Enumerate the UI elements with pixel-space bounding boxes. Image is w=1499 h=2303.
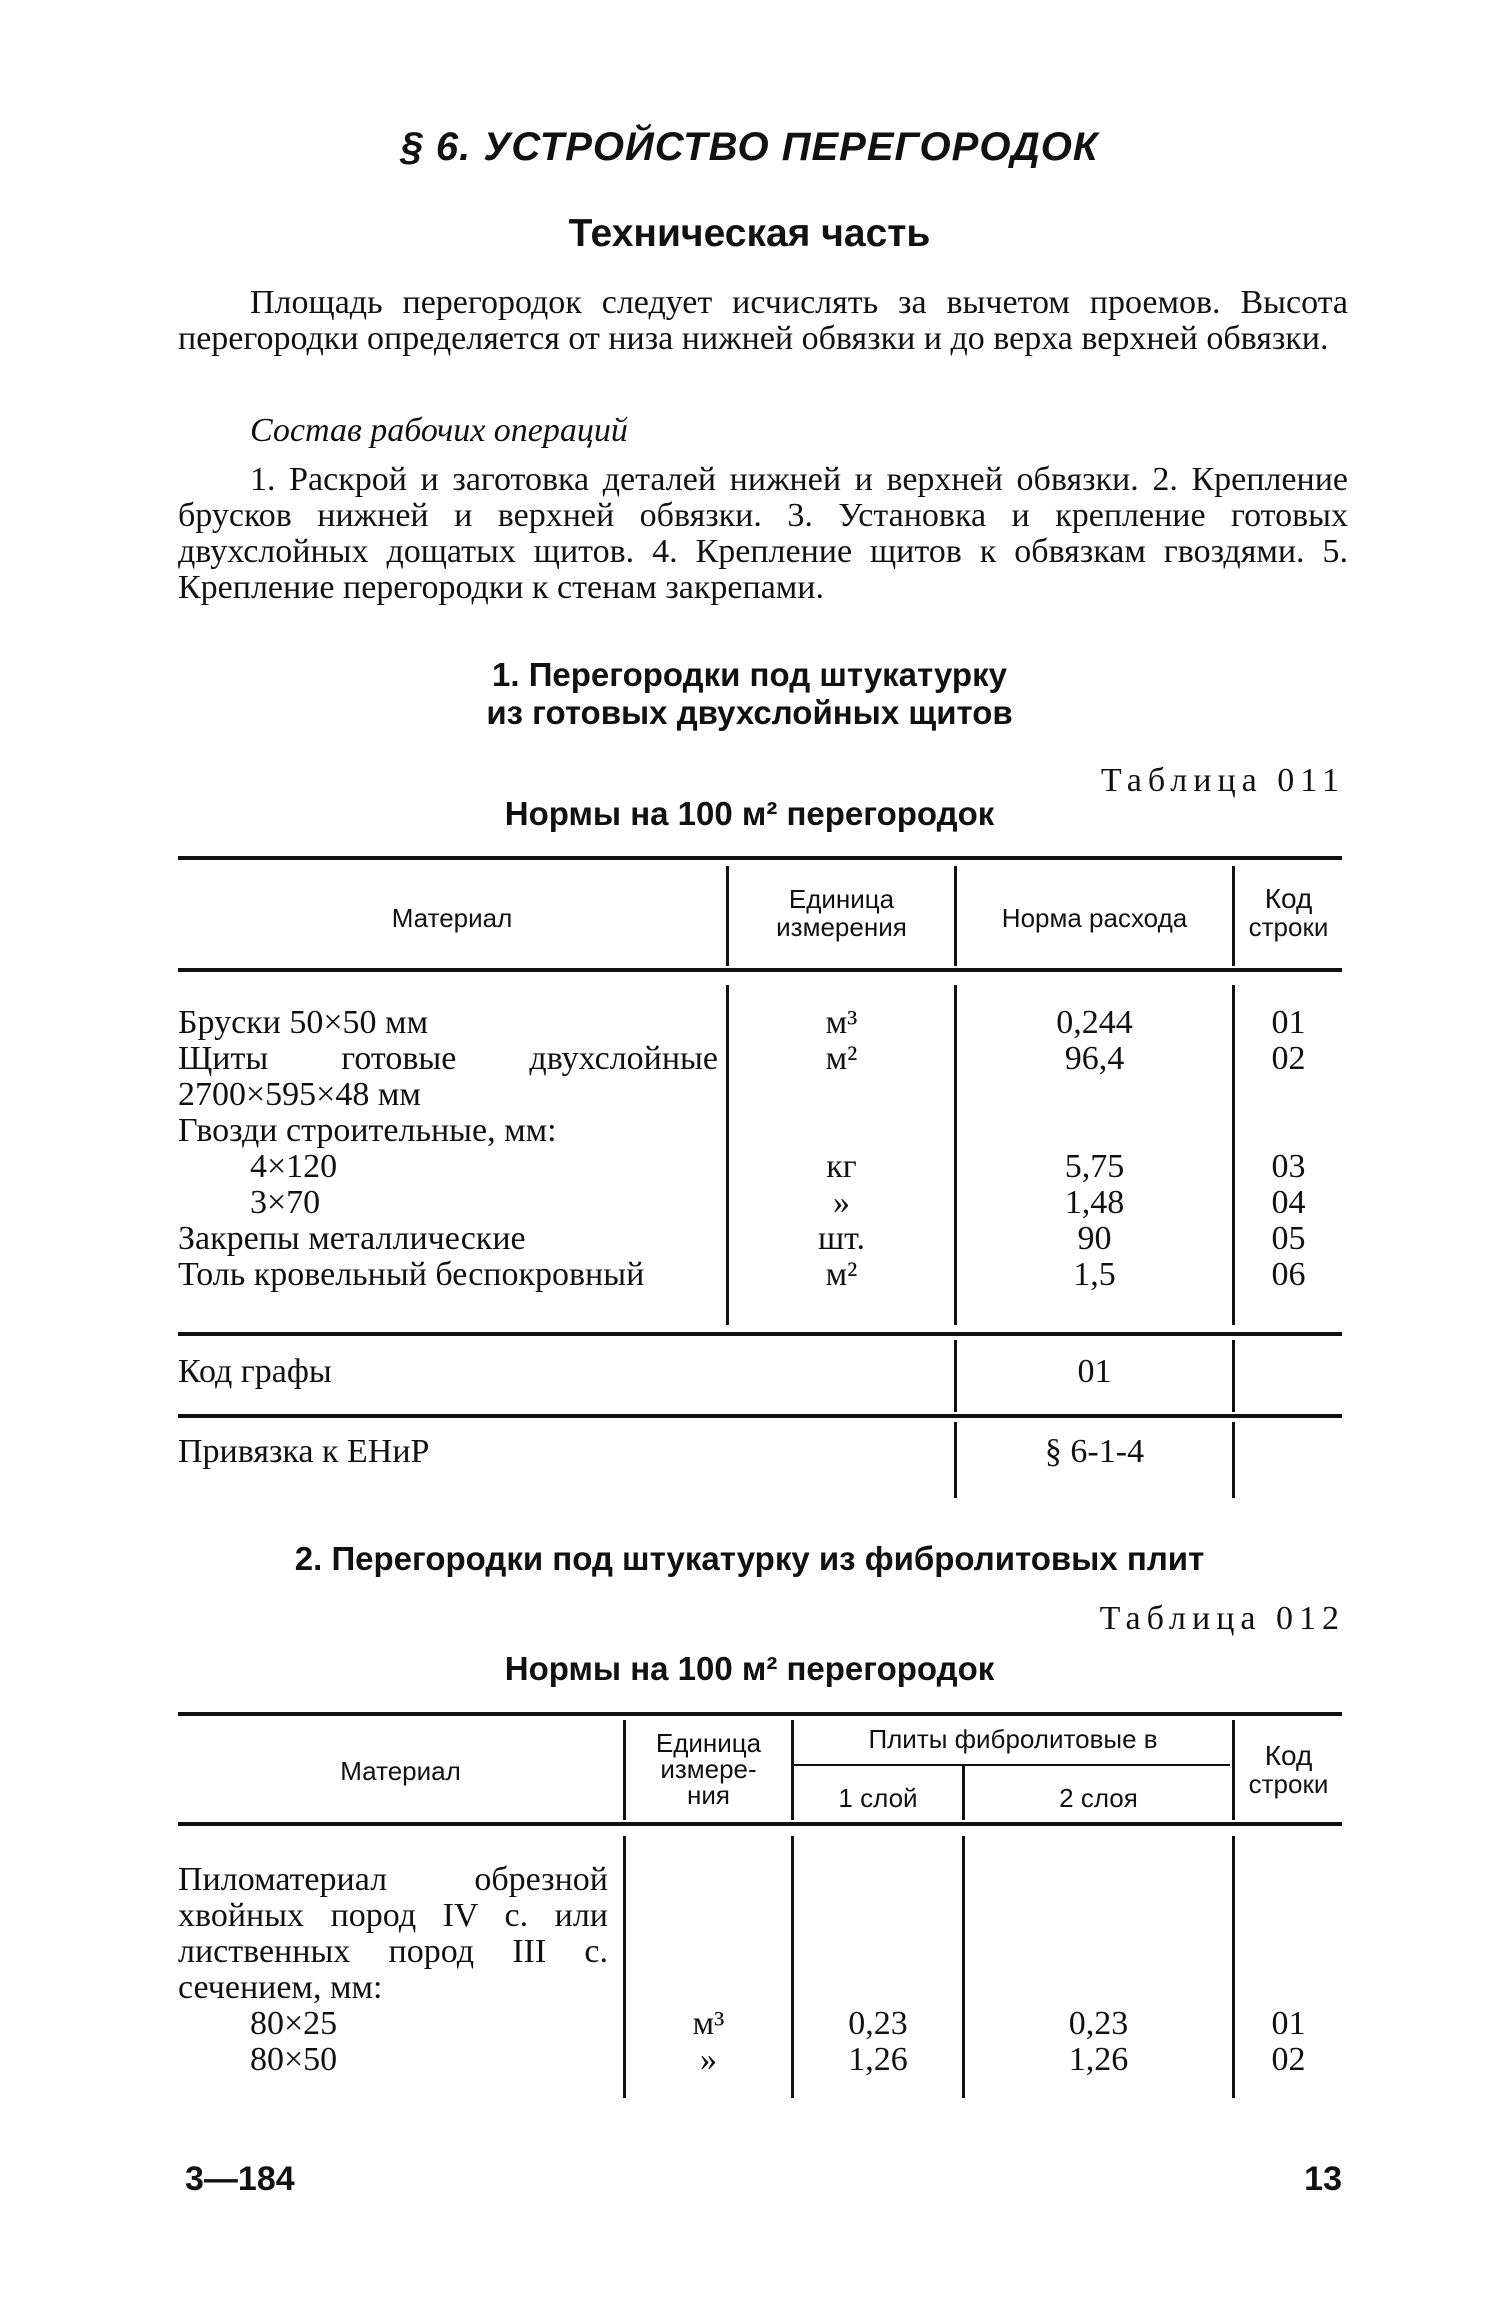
table1-body-rule [178, 1332, 1342, 1336]
table1-row-unit: кг [826, 1148, 857, 1185]
table2-row-layer1: 0,23 [848, 2005, 908, 2042]
table1-row-unit: шт. [818, 1220, 865, 1257]
table2-header-unit-2: измере- [660, 1754, 757, 1784]
table1-header-code-1: Код [1264, 883, 1313, 914]
page-number: 13 [1304, 2160, 1342, 2198]
operations-heading: Состав рабочих операций [250, 412, 628, 449]
table1-footer-rule [178, 1414, 1342, 1418]
table1-row-material: Гвозди строительные, мм: [178, 1112, 557, 1149]
table1-graph-code-label: Код графы [178, 1353, 332, 1390]
section-title: § 6. УСТРОЙСТВО ПЕРЕГОРОДОК [400, 125, 1099, 169]
table2-header-rule [178, 1822, 1342, 1826]
table2-row-material: сечением, мм: [178, 1969, 383, 2006]
table2-header-plates: Плиты фибролитовые в [868, 1724, 1158, 1754]
table1-header-unit-2: измерения [776, 912, 907, 942]
table2-header-divider [962, 1766, 965, 1820]
table1-row-norm: 90 [1077, 1220, 1112, 1257]
table2-row-material: 80×25 [250, 2005, 338, 2042]
table1-row-norm: 0,244 [1056, 1004, 1133, 1041]
intro-paragraph: Площадь перегородок следует исчислять за вычетом проемов. Высота перегородки определяется от низа нижней обвязки и до верха верхней обвязки. [178, 284, 1348, 357]
table2-header-divider [791, 1720, 794, 1820]
table2-header-subrule [794, 1764, 1230, 1766]
table1-row-code: 06 [1271, 1256, 1306, 1293]
table2-header-code-1: Код [1264, 1740, 1313, 1771]
table1-row-material: 2700×595×48 мм [178, 1076, 421, 1113]
table1-row-unit: » [833, 1184, 850, 1221]
table1-row-material: Бруски 50×50 мм [178, 1004, 429, 1041]
subtitle: Техническая часть [568, 212, 931, 255]
table1-header-divider [954, 866, 957, 966]
table2-header-code-2: строки [1248, 1769, 1329, 1799]
table2-top-rule [178, 1712, 1342, 1716]
table2-row-layer2: 1,26 [1068, 2041, 1129, 2078]
table2-number: Таблица 012 [1099, 1600, 1345, 1637]
table2-header-layer1: 1 слой [838, 1783, 918, 1813]
table1-row-material: Закрепы металлические [178, 1220, 526, 1257]
table2-header-unit-3: ния [687, 1780, 730, 1810]
operations-paragraph: 1. Раскрой и заготовка деталей нижней и верхней обвязки. 2. Крепление брусков нижней и верхней обвязки. 3. Установка и крепление готовых двухслойных дощатых щитов. 4. Крепление щитов к обвязкам гвоздями. 5. Крепление перегородки к стенам закрепами. [178, 461, 1348, 606]
table1-row-code: 03 [1271, 1148, 1306, 1185]
table1-row-unit: м³ [825, 1004, 858, 1041]
table1-header-code-2: строки [1248, 912, 1329, 942]
table2-header-divider [1232, 1720, 1235, 1820]
table2-row-unit: м³ [692, 2005, 725, 2042]
table1-row-norm: 1,5 [1073, 1256, 1116, 1293]
table1-row-material: 4×120 [250, 1148, 338, 1185]
table1-row-material: Щиты готовые двухслойные [178, 1040, 718, 1077]
table2-row-code: 01 [1271, 2005, 1306, 2042]
table2-row-code: 02 [1271, 2041, 1306, 2078]
table1-row-material: 3×70 [250, 1184, 321, 1221]
table2-row-material: лиственных пород III с. [178, 1933, 608, 1970]
table1-top-rule [178, 856, 1342, 860]
table2-norms: Нормы на 100 м² перегородок [504, 1650, 995, 1687]
table2-row-unit: » [700, 2041, 717, 2078]
table1-number: Таблица 011 [1100, 762, 1345, 799]
table1-footer-divider [1232, 1422, 1235, 1498]
table1-row-code: 01 [1271, 1004, 1306, 1041]
table2-heading: 2. Перегородки под штукатурку из фибролитовых плит [294, 1540, 1205, 1577]
table2-row-material: хвойных пород IV с. или [178, 1897, 608, 1934]
table1-row-unit: м² [825, 1040, 858, 1077]
table2-header-unit-1: Единица [655, 1728, 762, 1758]
table1-row-code: 02 [1271, 1040, 1306, 1077]
table1-header-norm: Норма расхода [1001, 903, 1188, 933]
table2-row-material: Пиломатериал обрезной [178, 1861, 608, 1898]
table2-row-layer2: 0,23 [1068, 2005, 1129, 2042]
table1-row-code: 05 [1271, 1220, 1306, 1257]
table1-heading-line1: 1. Перегородки под штукатурку [492, 656, 1007, 693]
table1-header-unit-1: Единица [788, 884, 895, 914]
table1-row-norm: 5,75 [1064, 1148, 1125, 1185]
table2-row-layer1: 1,26 [848, 2041, 908, 2078]
table2-header-material: Материал [340, 1756, 461, 1786]
table1-binding-value: § 6-1-4 [1044, 1433, 1145, 1470]
table1-heading-line2: из готовых двухслойных щитов [486, 694, 1013, 731]
table2-header-layer2: 2 слоя [1059, 1783, 1138, 1813]
table1-row-norm: 96,4 [1064, 1040, 1125, 1077]
table1-row-norm: 1,48 [1064, 1184, 1125, 1221]
table1-header-material: Материал [391, 903, 513, 933]
table1-row-unit: м² [825, 1256, 858, 1293]
table1-norms: Нормы на 100 м² перегородок [504, 795, 995, 832]
table1-row-code: 04 [1271, 1184, 1306, 1221]
table1-header-divider [726, 866, 729, 966]
table1-row-material: Толь кровельный беспокровный [178, 1256, 645, 1293]
table2-row-material: 80×50 [250, 2041, 338, 2078]
table1-header-divider [1232, 866, 1235, 966]
table2-header-divider [623, 1720, 626, 1820]
table1-header-rule [178, 968, 1342, 972]
footer-left: 3—184 [185, 2160, 295, 2198]
table1-graph-code-value: 01 [1077, 1353, 1112, 1390]
table1-binding-label: Привязка к ЕНиР [178, 1433, 430, 1470]
table1-footer-divider [1232, 1340, 1235, 1412]
